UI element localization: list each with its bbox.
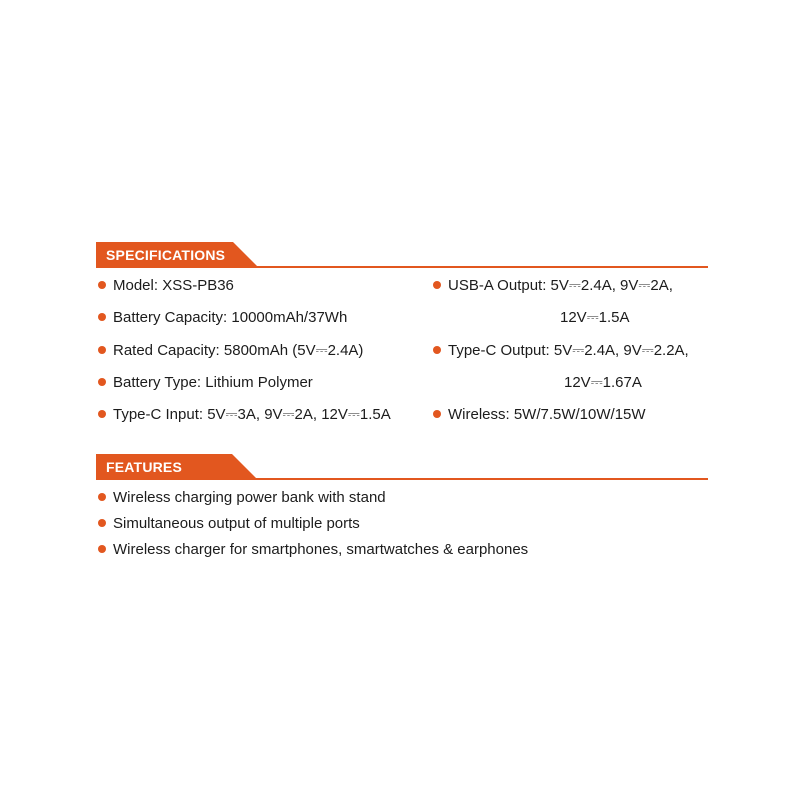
spec-rated-capacity: Rated Capacity: 5800mAh (5V⎓2.4A) (98, 341, 363, 361)
specifications-header (96, 242, 708, 268)
specifications-rule (96, 266, 708, 268)
spec-typec-output-cont: 12V⎓1.67A (564, 374, 642, 391)
spec-battery-type: Battery Type: Lithium Polymer (98, 373, 313, 393)
feature-item: Wireless charging power bank with stand (98, 488, 386, 508)
bullet-icon (98, 378, 106, 386)
spec-typec-output: Type-C Output: 5V⎓2.4A, 9V⎓2.2A, (433, 341, 689, 361)
spec-wireless: Wireless: 5W/7.5W/10W/15W (433, 405, 646, 425)
spec-model: Model: XSS-PB36 (98, 276, 234, 296)
spec-usba-output-cont: 12V⎓1.5A (560, 309, 630, 326)
features-rule (96, 478, 708, 480)
features-header (96, 454, 708, 480)
bullet-icon (98, 545, 106, 553)
specifications-title: SPECIFICATIONS (106, 247, 226, 263)
bullet-icon (98, 410, 106, 418)
bullet-icon (98, 346, 106, 354)
spec-typec-input: Type-C Input: 5V⎓3A, 9V⎓2A, 12V⎓1.5A (98, 405, 391, 425)
features-title: FEATURES (106, 459, 183, 475)
bullet-icon (433, 281, 441, 289)
bullet-icon (98, 493, 106, 501)
bullet-icon (98, 281, 106, 289)
bullet-icon (433, 410, 441, 418)
feature-item: Simultaneous output of multiple ports (98, 514, 360, 534)
bullet-icon (98, 519, 106, 527)
bullet-icon (98, 313, 106, 321)
spec-battery-capacity: Battery Capacity: 10000mAh/37Wh (98, 308, 347, 328)
feature-item: Wireless charger for smartphones, smartwatches & earphones (98, 540, 528, 560)
spec-usba-output: USB-A Output: 5V⎓2.4A, 9V⎓2A, (433, 276, 673, 296)
bullet-icon (433, 346, 441, 354)
